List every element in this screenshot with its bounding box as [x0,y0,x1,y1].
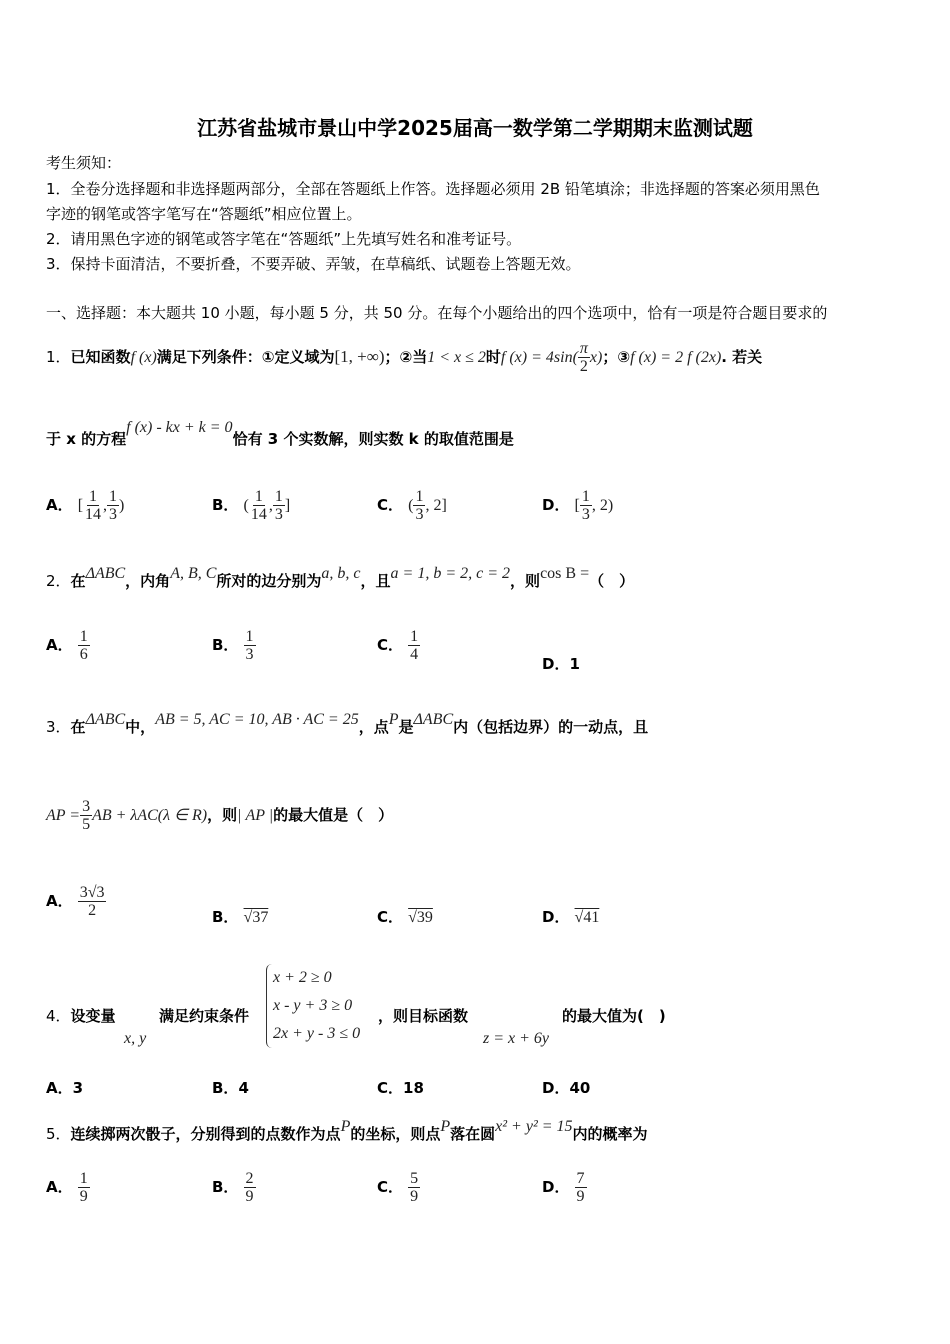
q1-fx: f (x) [130,349,157,366]
q1-line-1 [46,340,762,375]
denominator: 14 [85,506,102,523]
q1-text-8: 恰有 3 个实数解，则实数 k 的取值范围是 [232,430,514,448]
option-label: A． [46,636,73,654]
numerator: 1 [415,488,424,505]
denominator: 3 [245,646,254,663]
q2-angles: A, B, C [170,565,217,582]
q3-option-c[interactable] [377,906,433,927]
q3-ap: AP = [46,807,81,824]
option-label: D． [542,1178,570,1196]
fraction [273,488,285,523]
denominator: 2 [88,902,97,919]
option-value: 3 [72,1079,84,1097]
option-label: B． [212,636,239,654]
q2-text-1: 在 [70,572,86,590]
q4-text-3: ，则目标函数 [378,1007,469,1025]
numerator: 1 [581,488,590,505]
denominator: 9 [410,1188,419,1205]
q3-number: 3． [46,718,71,736]
q1-line-2 [46,419,514,449]
numerator: 1 [274,488,283,505]
q4-variables: x, y [124,1030,147,1047]
option-label: C． [377,908,404,926]
q3-triangle: ΔABC [85,711,126,728]
q1-option-d[interactable] [542,488,613,523]
q3-text-4: 是 [398,718,414,736]
q1-text-2: 满足下列条件：①定义域为 [156,348,335,366]
q5-option-c[interactable] [377,1170,420,1205]
option-label: D． [542,496,570,514]
q4-text-1: 设变量 [70,1007,116,1025]
q5-text-2: 的坐标，则点 [350,1125,441,1143]
q5-text-4: 内的概率为 [572,1125,648,1143]
notice-line-1b: 字迹的钢笔或答字笔写在“答题纸”相应位置上。 [46,205,362,223]
denominator: 3 [274,506,283,523]
q1-text-5: ；③ [602,348,631,366]
option-label: D． [542,908,570,926]
fraction [80,798,92,833]
q5-line-1 [46,1118,648,1144]
q2-text-6: （ ） [589,572,635,590]
q5-number: 5． [46,1125,71,1143]
option-label: B． [212,1079,239,1097]
q3-vector-rest: AB + λAC(λ ∈ R) [92,807,208,824]
denominator: 9 [79,1188,88,1205]
option-label: B． [212,908,239,926]
q2-option-a[interactable] [46,628,90,663]
q5-option-b[interactable] [212,1170,256,1205]
option-value: 40 [569,1079,591,1097]
numerator: 5 [410,1170,419,1187]
q1-two: 2 [579,358,588,375]
fraction [83,488,103,523]
bracket: [ [574,497,580,514]
option-value: 4 [238,1079,249,1097]
q5-option-d[interactable] [542,1170,587,1205]
q4-option-b[interactable] [212,1077,249,1098]
q3-line-1 [46,711,649,737]
numerator: 1 [89,488,98,505]
denominator: 5 [82,816,91,833]
q4-text-4: 的最大值为( ) [562,1007,666,1025]
numerator: 2 [245,1170,254,1187]
option-label: B． [212,1178,239,1196]
q3-text-1: 在 [70,718,86,736]
bracket: ] [284,497,291,514]
q1-function-rule: f (x) = 4sin( [500,349,578,366]
denominator: 4 [410,646,419,663]
numerator: 1 [254,488,263,505]
option-label: A． [46,1178,73,1196]
q5-text-1: 连续掷两次骰子，分别得到的点数作为点 [70,1125,341,1143]
interval-tail: , 2) [591,497,614,514]
q1-domain: [1, +∞) [334,347,385,366]
denominator: 3 [581,506,590,523]
q2-text-3: 所对的边分别为 [216,572,322,590]
q1-pi-fraction [578,340,590,375]
option-value: √37 [243,909,269,926]
q1-option-c[interactable] [377,488,447,523]
denominator: 14 [250,506,267,523]
q5-option-a[interactable] [46,1170,90,1205]
numerator: 1 [79,628,88,645]
denominator: 6 [79,646,88,663]
q2-option-c[interactable] [377,628,420,663]
numerator: 3 [82,798,91,815]
q2-line-1 [46,565,635,591]
option-label: A． [46,1079,73,1097]
notice-heading: 考生须知： [46,154,122,172]
notice-line-2: 2．请用黑色字迹的钢笔或答字笔在“答题纸”上先填写姓名和准考证号。 [46,230,522,248]
denominator: 3 [109,506,118,523]
fraction [575,1170,587,1205]
denominator: 9 [245,1188,254,1205]
bracket: ( [408,497,414,514]
q3-triangle-2: ΔABC [413,711,454,728]
option-label: D． [542,655,570,673]
numerator: 1 [410,628,419,645]
option-label: A． [46,496,73,514]
q4-option-c[interactable] [377,1077,424,1098]
q4-objective: z = x + 6y [483,1030,550,1047]
option-value: √39 [408,909,433,926]
q5-point-2: P [440,1118,451,1135]
q4-number: 4． [46,1007,71,1025]
numerator: 1 [245,628,254,645]
q5-point: P [340,1118,351,1135]
q2-option-d[interactable] [542,653,580,674]
q1-text-6: . 若关 [721,348,763,366]
bracket: [ [77,497,84,514]
page-title: 江苏省盐城市景山中学2025届高一数学第二学期期末监测试题 [197,116,753,140]
q1-number: 1． [46,348,71,366]
q3-option-b[interactable] [212,906,268,927]
q1-text-4: 时 [485,348,501,366]
q3-text-6: ，则 [207,806,238,824]
fraction [78,884,107,919]
q1-option-b[interactable]: B． ( $\frac{1}{14}$ , $\frac{1}{3}$ ] [212,488,291,523]
q3-abs: | AP | [237,807,274,824]
q2-cos: cos B = [540,565,590,582]
q1-scaling-rule: f (x) = 2 f (2x) [630,349,722,366]
interval-tail: , 2] [425,497,447,514]
q4-text-2: 满足约束条件 [159,1007,250,1025]
option-value: 18 [403,1079,424,1097]
q1-text-1: 已知函数 [70,348,131,366]
q2-text-5: ，则 [510,572,541,590]
q5-circle: x² + y² = 15 [495,1118,573,1135]
option-label: C． [377,636,404,654]
q2-triangle: ΔABC [85,565,126,582]
q1-condition: 1 < x ≤ 2 [427,349,486,366]
q3-text-5: 内（包括边界）的一动点，且 [453,718,649,736]
fraction [78,1170,90,1205]
q4-constraint-system [266,964,360,1048]
q3-option-a[interactable] [46,884,106,919]
q3-line-2 [46,798,393,833]
fraction [244,628,256,663]
q4-constraint-3: 2x + y - 3 ≤ 0 [273,1025,361,1042]
denominator: 3 [415,506,424,523]
q2-sides: a, b, c [321,565,361,582]
option-label: C． [377,1079,404,1097]
fraction [78,628,90,663]
section-heading: 一、选择题：本大题共 10 小题，每小题 5 分，共 50 分。在每个小题给出的四个选项中，恰有一项是符合题目要求的 [46,304,828,322]
q4-option-a[interactable] [46,1077,83,1098]
fraction [408,628,420,663]
q4-option-d[interactable] [542,1077,590,1098]
q4-constraint-1: x + 2 ≥ 0 [273,969,332,986]
bracket: ) [119,497,125,514]
numerator: 7 [576,1170,585,1187]
notice-line-1a: 1．全卷分选择题和非选择题两部分，全部在答题纸上作答。选择题必须用 2B 铅笔填涂；非选择题的答案必须用黑色 [46,180,820,198]
fraction [244,1170,256,1205]
fraction [249,488,269,523]
fraction [107,488,119,523]
numerator: 1 [109,488,118,505]
option-label: A． [46,892,73,910]
bracket: ( [243,497,249,514]
q2-text-4: ，且 [360,572,391,590]
option-value: 1 [569,655,580,673]
numerator: 1 [79,1170,88,1187]
q1-pi: π [579,340,588,357]
q1-equation: f (x) - kx + k = 0 [126,419,233,436]
q1-text-3: ；②当 [384,348,428,366]
option-label: C． [377,496,404,514]
fraction [413,488,425,523]
q3-text-7: 的最大值是（ ） [273,806,394,824]
q4-constraint-2: x - y + 3 ≥ 0 [273,997,353,1014]
q1-x-close: x) [589,349,603,366]
q2-text-2: ，内角 [125,572,171,590]
denominator: 9 [576,1188,585,1205]
q2-values: a = 1, b = 2, c = 2 [390,565,511,582]
fraction [408,1170,420,1205]
option-label: D． [542,1079,570,1097]
q3-option-d[interactable] [542,906,599,927]
option-label: C． [377,1178,404,1196]
q4-number-text [46,1005,116,1026]
option-value: √41 [574,909,600,926]
q3-point: P [388,711,399,728]
q2-option-b[interactable] [212,628,256,663]
q1-option-a[interactable]: A． [ $\frac{1}{14}$ , $\frac{1}{3}$ ) [46,488,125,523]
q5-text-3: 落在圆 [450,1125,496,1143]
option-label: B． [212,496,239,514]
notice-line-3: 3．保持卡面清洁，不要折叠，不要弄破、弄皱，在草稿纸、试题卷上答题无效。 [46,255,581,273]
q1-text-7: 于 x 的方程 [46,430,127,448]
q3-text-3: ，点 [358,718,389,736]
q3-text-2: 中， [125,718,156,736]
q3-given: AB = 5, AC = 10, AB · AC = 25 [155,711,359,728]
fraction [580,488,592,523]
q2-number: 2． [46,572,71,590]
numerator: 3√3 [79,884,105,901]
